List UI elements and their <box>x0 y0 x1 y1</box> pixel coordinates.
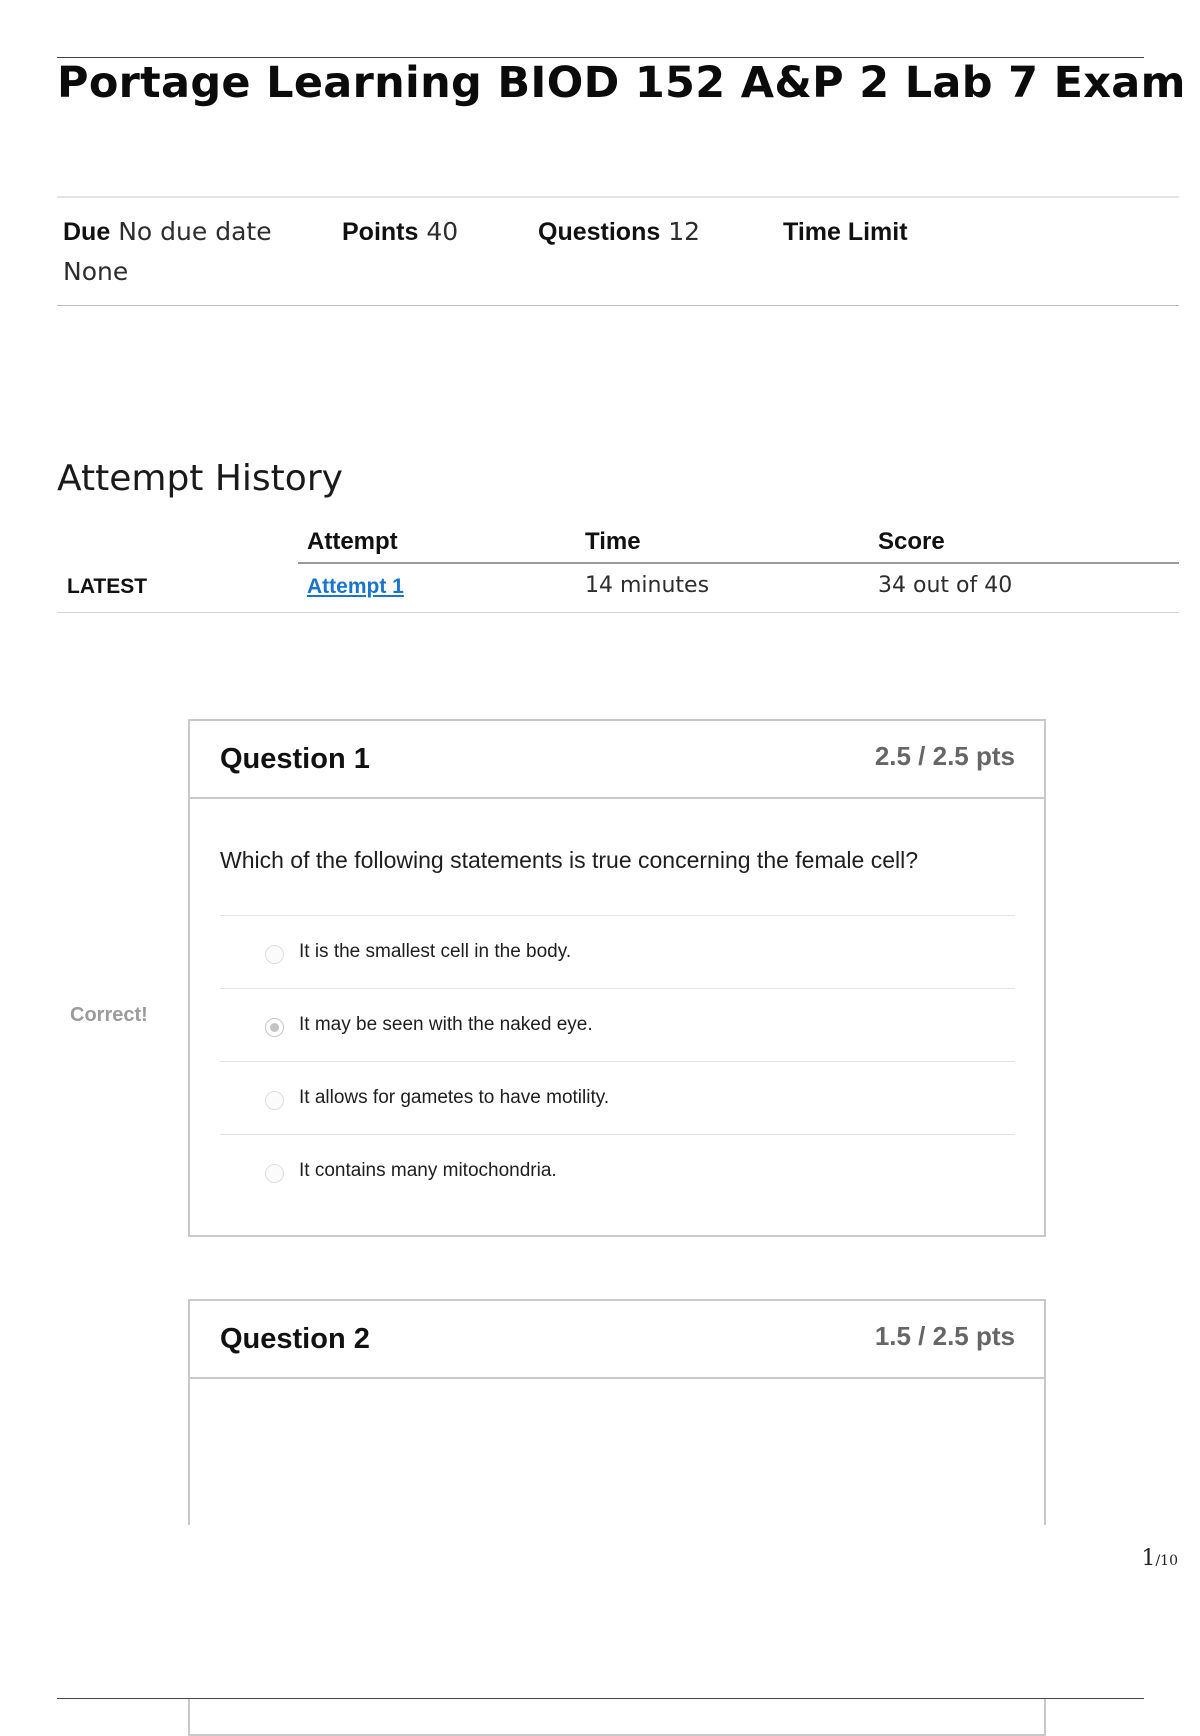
meta-points <box>342 217 458 247</box>
page-break-area <box>0 1525 1200 1698</box>
answer-divider <box>220 915 1015 916</box>
meta-points-value: 40 <box>426 217 459 246</box>
answer-label: It is the smallest cell in the body. <box>299 941 572 962</box>
meta-questions-value: 12 <box>668 217 701 246</box>
score-cell: 34 out of 40 <box>878 573 1013 598</box>
radio-button[interactable] <box>265 1164 284 1183</box>
meta-points-label: Points <box>342 218 419 246</box>
radio-button[interactable] <box>265 1091 284 1110</box>
meta-time-limit <box>783 217 916 247</box>
meta-due-value: No due date <box>118 217 272 246</box>
question-title: Question 2 <box>220 1323 370 1355</box>
question-card-1 <box>188 719 1046 1237</box>
latest-badge: LATEST <box>67 575 148 598</box>
meta-due <box>63 217 272 247</box>
question-points: 1.5 / 2.5 pts <box>874 1321 1015 1351</box>
page-number <box>1141 1546 1178 1571</box>
meta-questions <box>538 217 700 247</box>
answer-divider <box>220 1134 1015 1135</box>
meta-divider-top <box>57 196 1179 198</box>
question-points: 2.5 / 2.5 pts <box>874 741 1015 771</box>
correct-feedback: Correct! <box>70 1004 148 1026</box>
answer-divider <box>220 1061 1015 1062</box>
question-title: Question 1 <box>220 743 370 775</box>
meta-due-label: Due <box>63 218 111 246</box>
attempt-history-title: Attempt History <box>57 458 343 499</box>
meta-divider-bottom <box>57 305 1179 306</box>
column-header-time: Time <box>585 528 641 555</box>
page-number-total: /10 <box>1155 1553 1178 1569</box>
page-title: Portage Learning BIOD 152 A&P 2 Lab 7 Exam <box>57 58 1186 108</box>
column-header-attempt: Attempt <box>307 528 398 555</box>
meta-time-limit-label: Time Limit <box>783 218 908 246</box>
attempt-cell <box>307 574 404 599</box>
question-text: Which of the following statements is true concerning the female cell? <box>220 847 919 873</box>
page-number-current: 1 <box>1141 1546 1156 1571</box>
time-cell: 14 minutes <box>585 573 710 598</box>
meta-questions-label: Questions <box>538 218 661 246</box>
bottom-rule <box>57 1698 1144 1699</box>
radio-button[interactable] <box>265 945 284 964</box>
answer-label: It contains many mitochondria. <box>299 1160 557 1181</box>
question-header <box>190 1301 1044 1379</box>
answer-divider <box>220 988 1015 989</box>
meta-time-limit-value: None <box>63 257 129 286</box>
answer-label: It allows for gametes to have motility. <box>299 1087 610 1108</box>
column-header-score: Score <box>878 528 945 555</box>
radio-button-selected[interactable] <box>265 1018 284 1037</box>
attempt-1-link[interactable]: Attempt 1 <box>307 575 404 598</box>
answer-label: It may be seen with the naked eye. <box>299 1014 593 1035</box>
question-header <box>190 721 1044 799</box>
history-row-divider <box>57 612 1179 613</box>
history-header-divider <box>298 562 1179 564</box>
